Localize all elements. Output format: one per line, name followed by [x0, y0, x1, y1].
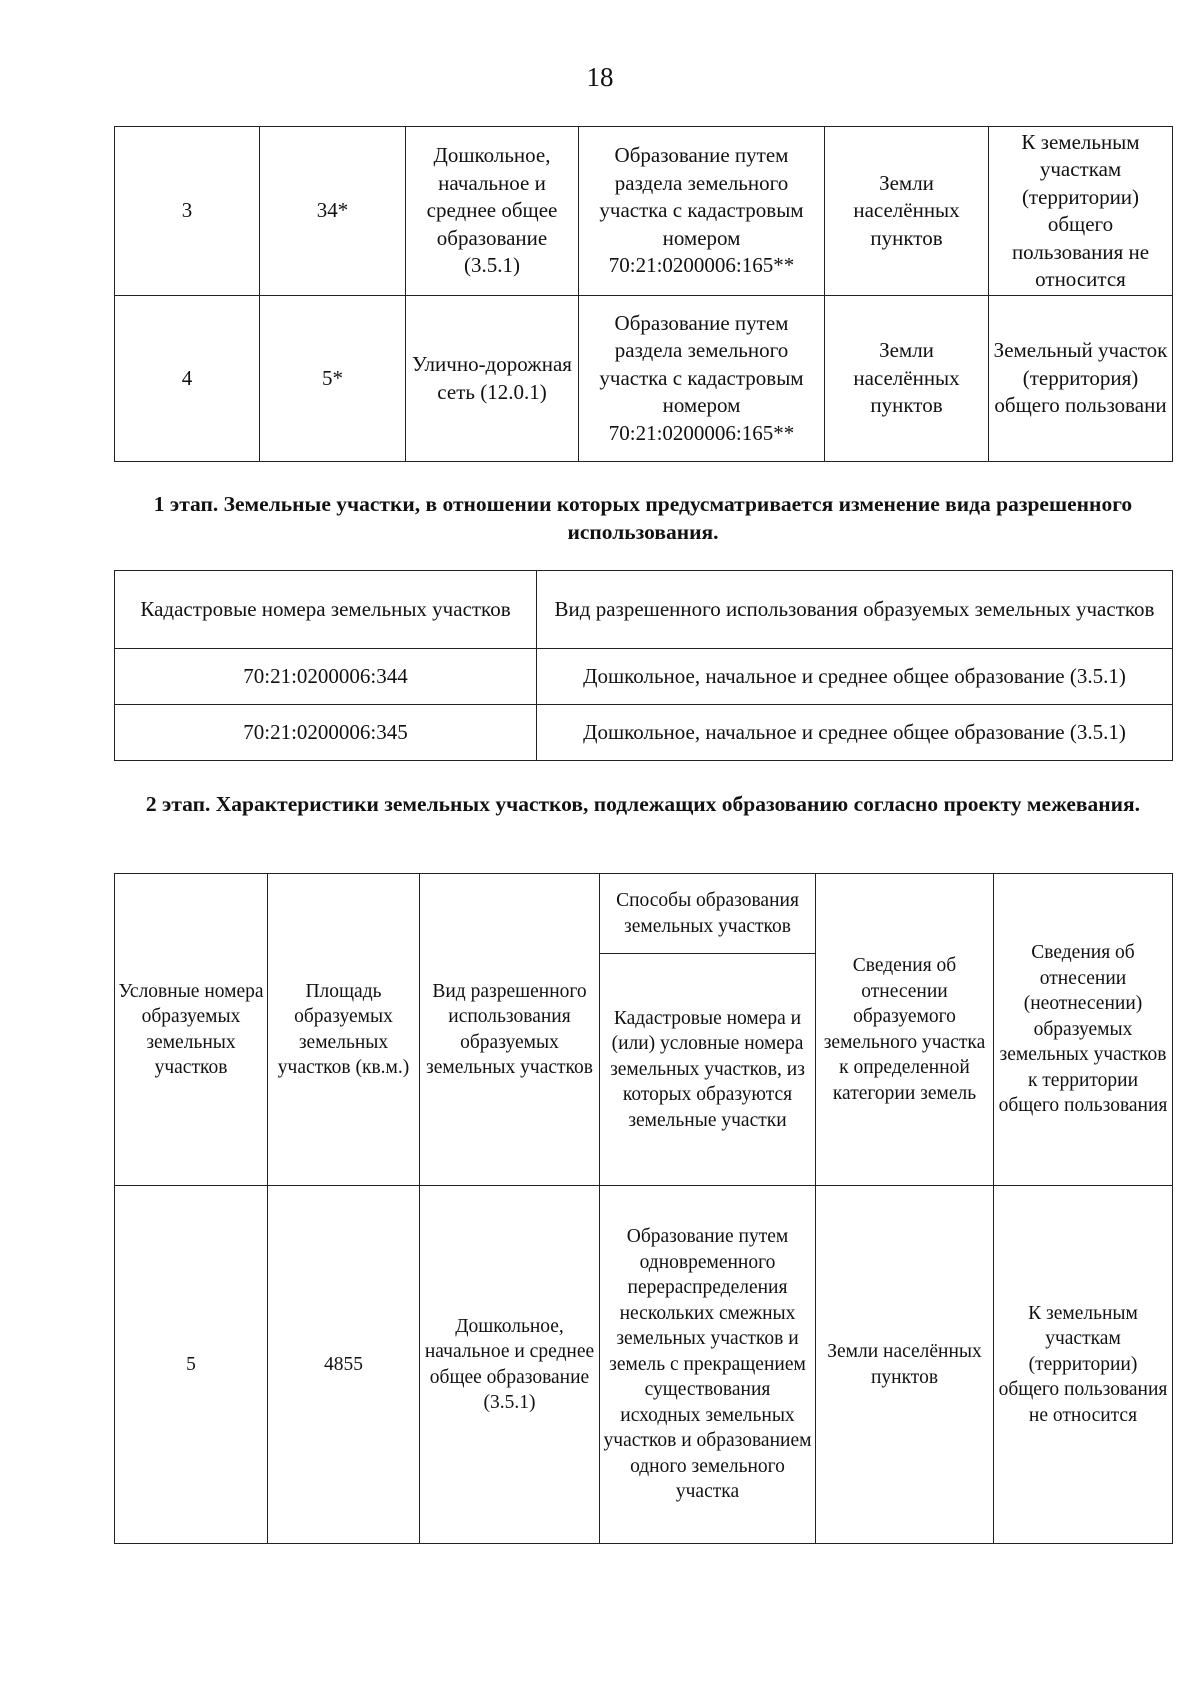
cadastral-number: 70:21:0200006:344 [115, 649, 537, 705]
land-category: Земли населённых пунктов [825, 127, 989, 296]
row-number: 3 [115, 127, 260, 296]
column-header-public-use: Сведения об отнесении (неотнесении) образуемых земельных участков к территории общего пользования [994, 874, 1173, 1186]
use-type: Дошкольное, начальное и среднее общее образование (3.5.1) [537, 705, 1173, 761]
land-category: Земли населённых пунктов [825, 296, 989, 462]
public-use-status: К земельным участкам (территории) общего пользования не относится [994, 1186, 1173, 1544]
stage-1-heading: 1 этап. Земельные участки, в отношении которых предусматривается изменение вида разрешенного использования. [153, 492, 1133, 544]
public-use-status: К земельным участкам (территории) общего пользования не относится [989, 127, 1173, 296]
conditional-number: 5* [260, 296, 406, 462]
column-header-area: Площадь образуемых земельных участков (кв.м.) [268, 874, 420, 1186]
use-type: Дошкольное, начальное и среднее общее образование (3.5.1) [406, 127, 579, 296]
public-use-status: Земельный участок (территория) общего пользовани [989, 296, 1173, 462]
area: 4855 [268, 1186, 420, 1544]
row-number: 4 [115, 296, 260, 462]
column-header-land-category: Сведения об отнесении образуемого земельного участка к определенной категории земель [816, 874, 994, 1186]
use-type: Улично-дорожная сеть (12.0.1) [406, 296, 579, 462]
plot-characteristics-table [114, 873, 1173, 1544]
column-header-conditional-number: Условные номера образуемых земельных участков [115, 874, 268, 1186]
conditional-number: 34* [260, 127, 406, 296]
table-row [115, 1186, 1173, 1544]
cadastral-number: 70:21:0200006:345 [115, 705, 537, 761]
page-number: 18 [586, 62, 614, 92]
continued-plots-table [114, 126, 1173, 462]
conditional-number: 5 [115, 1186, 268, 1544]
column-header-source-numbers: Кадастровые номера и (или) условные номера земельных участков, из которых образуются земельные участки [600, 954, 816, 1186]
formation-method: Образование путем одновременного перераспределения нескольких смежных земельных участков и земель с прекращением существования исходных земельных участков и образованием одного земельного участка [600, 1186, 816, 1544]
column-header-use-type: Вид разрешенного использования образуемых земельных участков [420, 874, 600, 1186]
use-type: Дошкольное, начальное и среднее общее образование (3.5.1) [537, 649, 1173, 705]
column-header-use-type: Вид разрешенного использования образуемых земельных участков [537, 571, 1173, 649]
table-row [115, 296, 1173, 462]
use-change-table [114, 570, 1173, 761]
column-header-cadastral: Кадастровые номера земельных участков [115, 571, 537, 649]
formation-method: Образование путем раздела земельного участка с кадастровым номером 70:21:0200006:165** [579, 296, 825, 462]
table-row [115, 705, 1173, 761]
table-header-row [115, 571, 1173, 649]
use-type: Дошкольное, начальное и среднее общее образование (3.5.1) [420, 1186, 600, 1544]
formation-method: Образование путем раздела земельного участка с кадастровым номером 70:21:0200006:165** [579, 127, 825, 296]
table-header-row [115, 874, 1173, 954]
stage-2-heading: 2 этап. Характеристики земельных участков, подлежащих образованию согласно проекту межевания. [145, 792, 1141, 816]
table-row [115, 649, 1173, 705]
table-row [115, 127, 1173, 296]
land-category: Земли населённых пунктов [816, 1186, 994, 1544]
column-header-formation-methods: Способы образования земельных участков [600, 874, 816, 954]
